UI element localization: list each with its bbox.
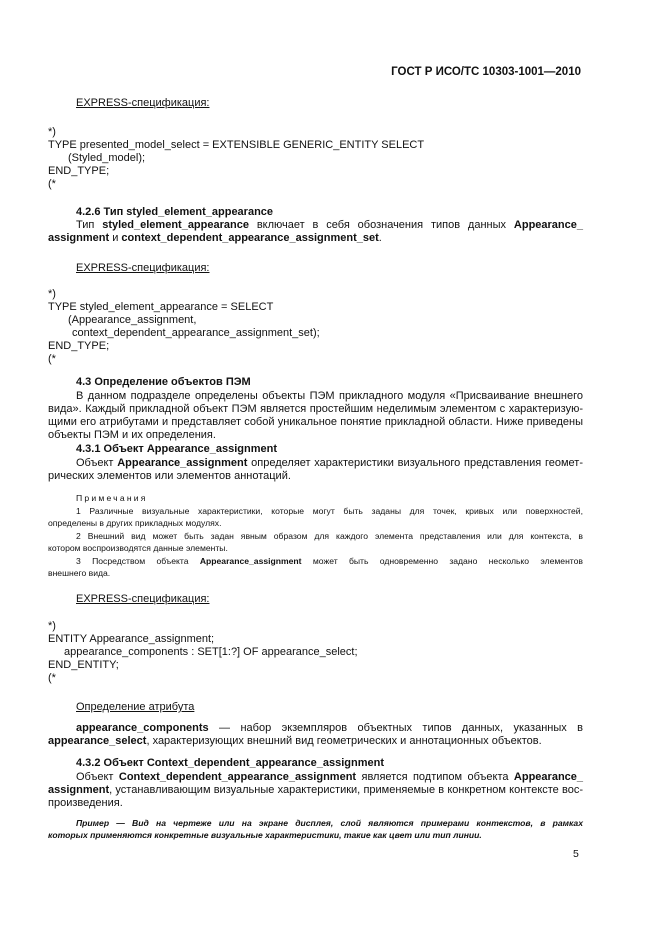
paragraph-line: appearance_components — набор экземпляров объектных типов данных, указанных в xyxy=(76,722,583,734)
paragraph-line: произведения. xyxy=(48,797,123,809)
section-heading: 4.3.1 Объект Appearance_assignment xyxy=(76,443,278,455)
example-line: Пример — Вид на чертеже или на экране дисплея, слой являются примерами контекстов, в рамках xyxy=(76,818,583,828)
code-line: (Appearance_assignment, xyxy=(68,314,197,326)
paragraph-line: В данном подразделе определены объекты ПЭМ прикладного модуля «Присваивание внешнего xyxy=(76,390,583,402)
code-line: (* xyxy=(48,672,56,684)
paragraph-line: appearance_select, характеризующих внешний вид геометрических и аннотационных объектов. xyxy=(48,735,542,747)
paragraph-line: assignment и context_dependent_appearance_assignment_set. xyxy=(48,232,382,244)
express-spec-label: EXPRESS-спецификация: xyxy=(76,262,210,274)
express-spec-label: EXPRESS-спецификация: xyxy=(76,593,210,605)
attribute-definition-label: Определение атрибута xyxy=(76,701,195,713)
code-line: TYPE styled_element_appearance = SELECT xyxy=(48,301,274,313)
code-line: (* xyxy=(48,353,56,365)
note-line: 1 Различные визуальные характеристики, которые могут быть заданы для точек, кривых или поверхностей, xyxy=(76,506,583,516)
example-line: которых применяются конкретные визуальные характеристики, такие как цвет или тип линии. xyxy=(48,830,482,840)
paragraph-line: Объект Appearance_assignment определяет характеристики визуального представления геомет- xyxy=(76,457,583,469)
code-line: *) xyxy=(48,620,56,632)
note-line: котором воспроизводятся данные элементы. xyxy=(48,543,228,553)
code-line: END_ENTITY; xyxy=(48,659,119,671)
note-line: внешнего вида. xyxy=(48,568,111,578)
notes-heading: Примечания xyxy=(76,493,148,503)
page-number: 5 xyxy=(573,848,579,860)
code-line: *) xyxy=(48,288,56,300)
code-line: END_TYPE; xyxy=(48,165,110,177)
document-header: ГОСТ Р ИСО/ТС 10303-1001—2010 xyxy=(391,66,581,78)
code-line: END_TYPE; xyxy=(48,340,110,352)
note-line: определены в других прикладных модулях. xyxy=(48,518,222,528)
section-heading: 4.2.6 Тип styled_element_appearance xyxy=(76,206,274,218)
express-spec-label: EXPRESS-спецификация: xyxy=(76,97,210,109)
paragraph-line: вида». Каждый прикладной объект ПЭМ является простейшим неделимым элементом с характеризую- xyxy=(48,403,583,415)
paragraph-line: assignment, устанавливающим визуальные характеристики, применяемые в конкретном контексте вос- xyxy=(48,784,583,796)
code-line: (* xyxy=(48,178,56,190)
paragraph-line: щими его атрибутами и представляет собой уникальное понятие прикладной области. Ниже приведены xyxy=(48,416,583,428)
code-line: ENTITY Appearance_assignment; xyxy=(48,633,215,645)
code-line: *) xyxy=(48,126,56,138)
section-heading: 4.3 Определение объектов ПЭМ xyxy=(76,376,251,388)
note-line: 2 Внешний вид может быть задан явным образом для каждого элемента представления или для контекста, в xyxy=(76,531,583,541)
paragraph-line: объекты ПЭМ и их определения. xyxy=(48,429,216,441)
paragraph-line: рических элементов или элементов аннотаций. xyxy=(48,470,291,482)
code-line: appearance_components : SET[1:?] OF appearance_select; xyxy=(64,646,358,658)
code-line: TYPE presented_model_select = EXTENSIBLE GENERIC_ENTITY SELECT xyxy=(48,139,425,151)
code-line: (Styled_model); xyxy=(68,152,146,164)
section-heading: 4.3.2 Объект Context_dependent_appearance_assignment xyxy=(76,757,384,769)
paragraph-line: Тип styled_element_appearance включает в себя обозначения типов данных Appearance_ xyxy=(76,219,583,231)
code-line: context_dependent_appearance_assignment_set); xyxy=(72,327,320,339)
note-line: 3 Посредством объекта Appearance_assignment может быть одновременно задано несколько элементов xyxy=(76,556,583,566)
paragraph-line: Объект Context_dependent_appearance_assignment является подтипом объекта Appearance_ xyxy=(76,771,584,783)
